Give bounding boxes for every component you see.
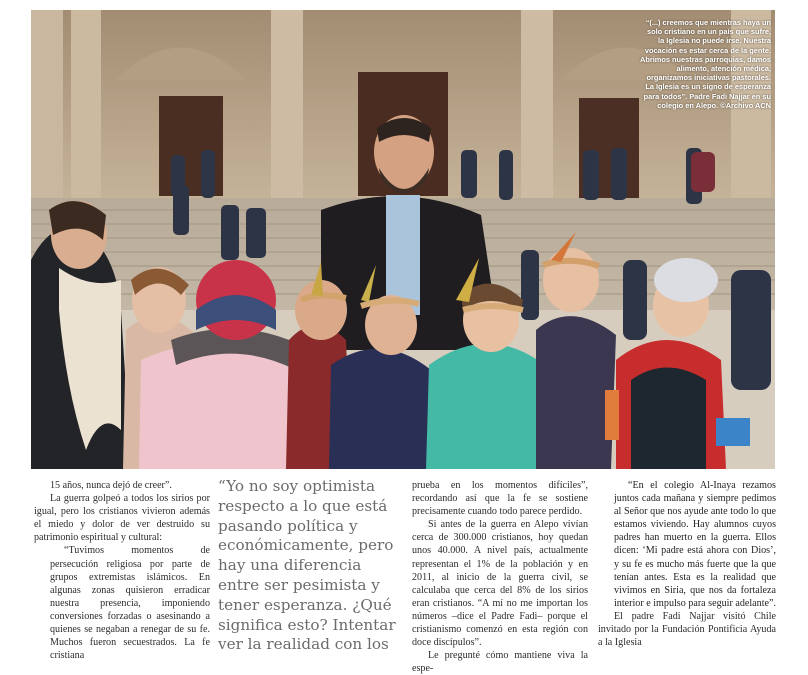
pull-quote-text: “Yo no soy optimista respecto a lo que está pasando política y económicamente, pero hay una diferencia entre ser pesimista y tener esperanza. ¿Qué significa esto? Intentar ver la realidad con los: [218, 477, 396, 654]
column-4-paragraph-2: El padre Fadi Najjar visitó Chile invitado por la Fundación Pontificia Ayuda a la Iglesia: [598, 610, 776, 649]
column-1-paragraph-3: “Tuvimos momentos de persecución religiosa por parte de grupos extremistas islámicos. En algunas zonas quisieron erradicar nuestra presencia, imponiendo conversiones forzadas o asesinando a quienes se negaban a renegar de su fe. Muchos fueron secuestrados. La fe cristiana: [50, 545, 210, 662]
column-1-paragraph-1: 15 años, nunca dejó de creer”.: [50, 480, 172, 491]
column-4-quote-block: [598, 479, 776, 610]
article-column-4: [598, 479, 776, 649]
article-column-1: [34, 479, 210, 662]
article-photo: [31, 10, 775, 469]
article-column-3: [412, 479, 588, 675]
column-4-paragraph-1: “En el colegio Al-Inaya rezamos juntos cada mañana y siempre pedimos al Señor que nos ayude ante todo lo que estamos viviendo. Hay alumnos cuyos padres han muerto en la guerra. Ellos dicen: ‘Mi padre está ahora con Dios’, y su fe es mucho más fuerte que la que tenían antes. Esta es la realidad que vivimos en Siria, que nos da fortaleza interior e impulso para seguir adelante”.: [614, 480, 776, 609]
column-1-paragraph-2: La guerra golpeó a todos los sirios por igual, pero los cristianos vivieron además el miedo y dolor de ver destruido su patrimonio espiritual y cultural:: [34, 493, 210, 544]
column-3-paragraph-2: Si antes de la guerra en Alepo vivían cerca de 300.000 cristianos, hoy quedan unos 40.000. A nivel país, actualmente representan el 1% de la población y en 2011, al inicio de la guerra civil, se calculaba que cerca del 8% de los sirios eran cristianos. “A mí no me importan los números –dice el Padre Fadi– porque el cristianismo comenzó en esta región con doce discípulos”.: [412, 519, 588, 649]
column-1-quote-block: [34, 544, 210, 662]
column-3-paragraph-3: Le pregunté cómo mantiene viva la espe-: [412, 650, 588, 675]
pull-quote: [218, 477, 404, 655]
column-3-paragraph-1: prueba en los momentos difíciles”, recordando así que la fe se sostiene precisamente cuando todo parece perdido.: [412, 480, 588, 518]
photo-caption: “(...) creemos que mientras haya un solo cristiano en un país que sufre, la Iglesia no puede irse. Nuestra vocación es estar cerca de la gente. Abrimos nuestras parroquias, damos alimento, atención médica, organizamos iniciativas pastorales. La Iglesia es un signo de esperanza para todos”. Padre Fadi Najjar en su colegio en Alepo. ©Archivo ACN: [639, 18, 771, 110]
